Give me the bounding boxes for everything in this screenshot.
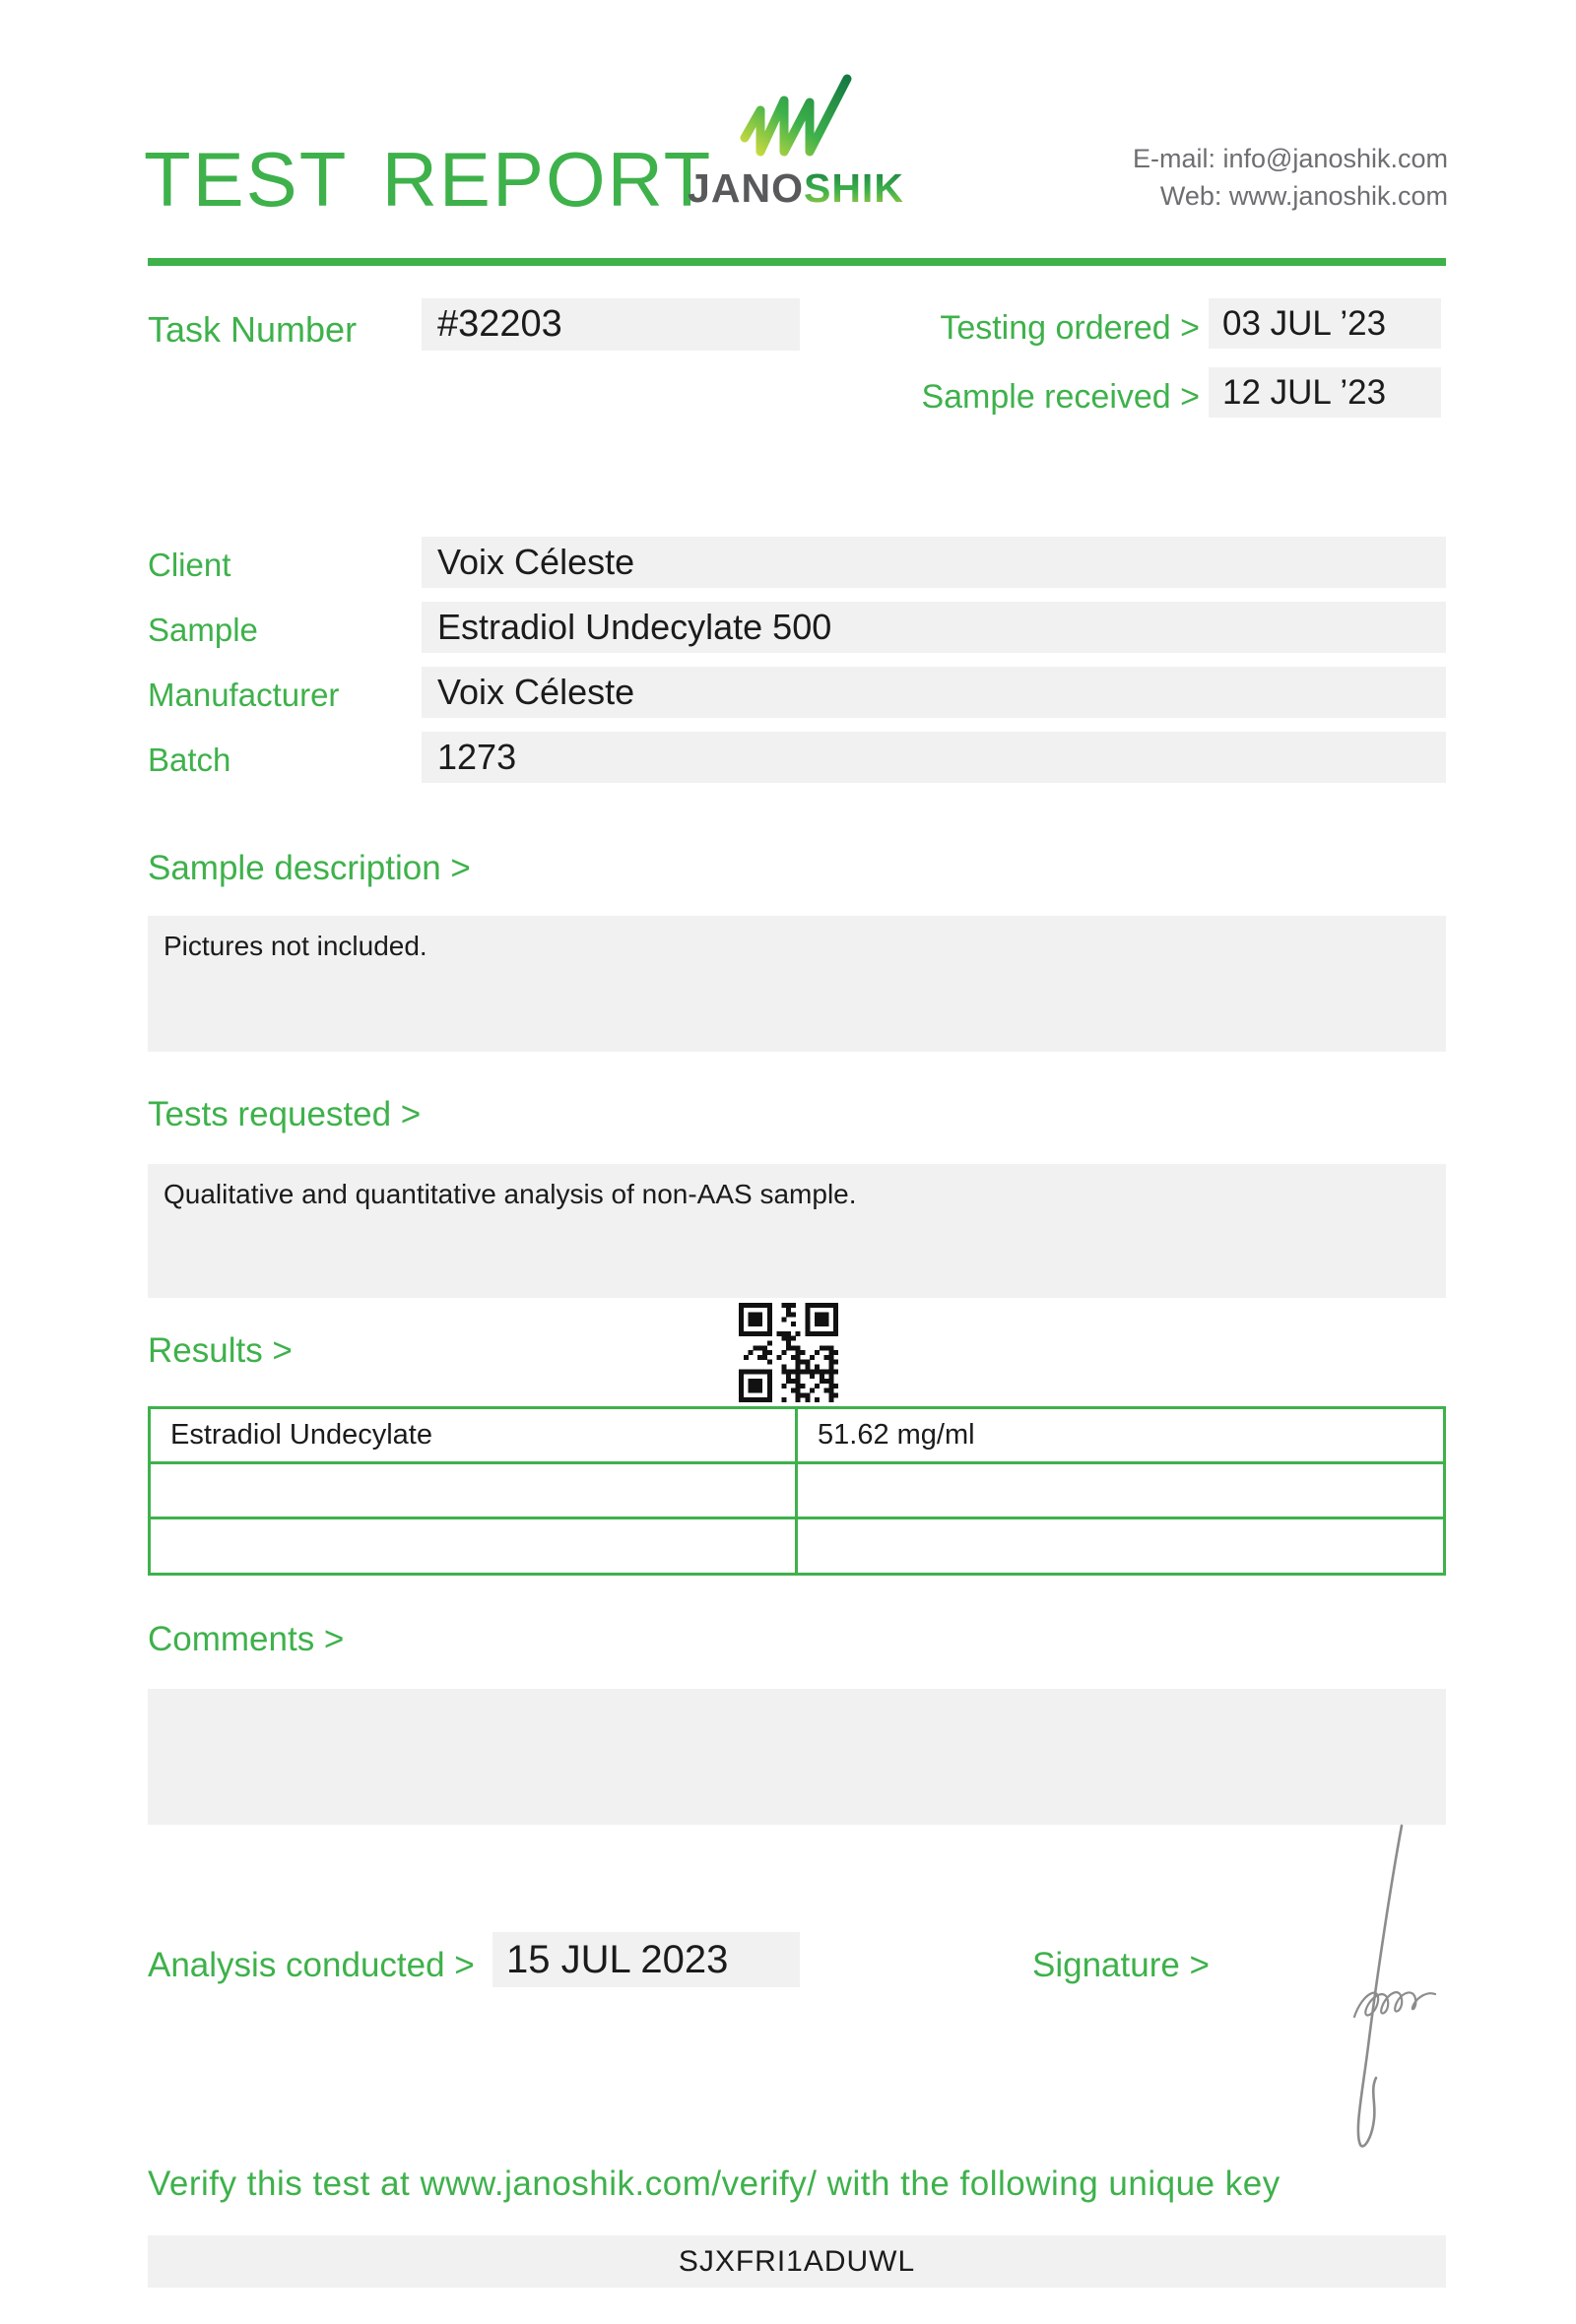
analysis-conducted-value: 15 JUL 2023 xyxy=(492,1932,800,1987)
client-value: Voix Céleste xyxy=(422,537,1446,588)
result-analyte-cell xyxy=(151,1464,798,1519)
result-analyte-cell xyxy=(151,1519,798,1573)
tests-requested-box xyxy=(148,1164,1446,1298)
batch-label: Batch xyxy=(148,742,231,778)
sample-description-text: Pictures not included. xyxy=(164,931,427,961)
qr-code xyxy=(739,1302,838,1403)
testing-ordered-label: Testing ordered > xyxy=(940,309,1200,347)
contact-block xyxy=(1133,140,1448,215)
brand-wordmark xyxy=(678,165,914,212)
batch-value: 1273 xyxy=(422,732,1446,783)
contact-web: Web: www.janoshik.com xyxy=(1159,181,1448,211)
task-number-value: #32203 xyxy=(422,298,800,351)
header-divider xyxy=(148,258,1446,266)
sample-received-label: Sample received > xyxy=(921,378,1200,416)
comments-box xyxy=(148,1689,1446,1825)
result-value-cell xyxy=(798,1519,1443,1573)
result-analyte-cell: Estradiol Undecylate xyxy=(151,1409,798,1464)
tests-requested-heading: Tests requested > xyxy=(148,1095,422,1133)
result-value-cell xyxy=(798,1464,1443,1519)
results-heading: Results > xyxy=(148,1331,293,1370)
result-value-cell: 51.62 mg/ml xyxy=(798,1409,1443,1464)
unique-key-value: SJXFRI1ADUWL xyxy=(148,2235,1446,2288)
brand-jano: JANO xyxy=(688,165,804,211)
sample-label: Sample xyxy=(148,612,258,648)
signature-label: Signature > xyxy=(1032,1946,1210,1984)
sample-value: Estradiol Undecylate 500 xyxy=(422,602,1446,653)
growth-chart-icon xyxy=(678,73,914,160)
page-title: TEST REPORT xyxy=(144,136,713,223)
tests-requested-text: Qualitative and quantitative analysis of non-AAS sample. xyxy=(164,1179,857,1209)
task-number-label: Task Number xyxy=(148,309,358,350)
manufacturer-value: Voix Céleste xyxy=(422,667,1446,718)
sample-received-value: 12 JUL ’23 xyxy=(1209,367,1441,418)
verify-instruction: Verify this test at www.janoshik.com/verify/ with the following unique key xyxy=(148,2164,1280,2203)
client-label: Client xyxy=(148,547,231,583)
manufacturer-label: Manufacturer xyxy=(148,677,340,713)
comments-heading: Comments > xyxy=(148,1620,345,1658)
brand-shik: SHIK xyxy=(803,165,904,211)
janoshik-logo xyxy=(678,73,914,212)
sample-description-heading: Sample description > xyxy=(148,849,471,887)
signature-handwriting xyxy=(1305,1820,1453,2160)
analysis-conducted-label: Analysis conducted > xyxy=(148,1946,475,1984)
testing-ordered-value: 03 JUL ’23 xyxy=(1209,298,1441,349)
results-table xyxy=(148,1406,1446,1576)
sample-description-box xyxy=(148,916,1446,1052)
contact-email: E-mail: info@janoshik.com xyxy=(1132,144,1448,173)
